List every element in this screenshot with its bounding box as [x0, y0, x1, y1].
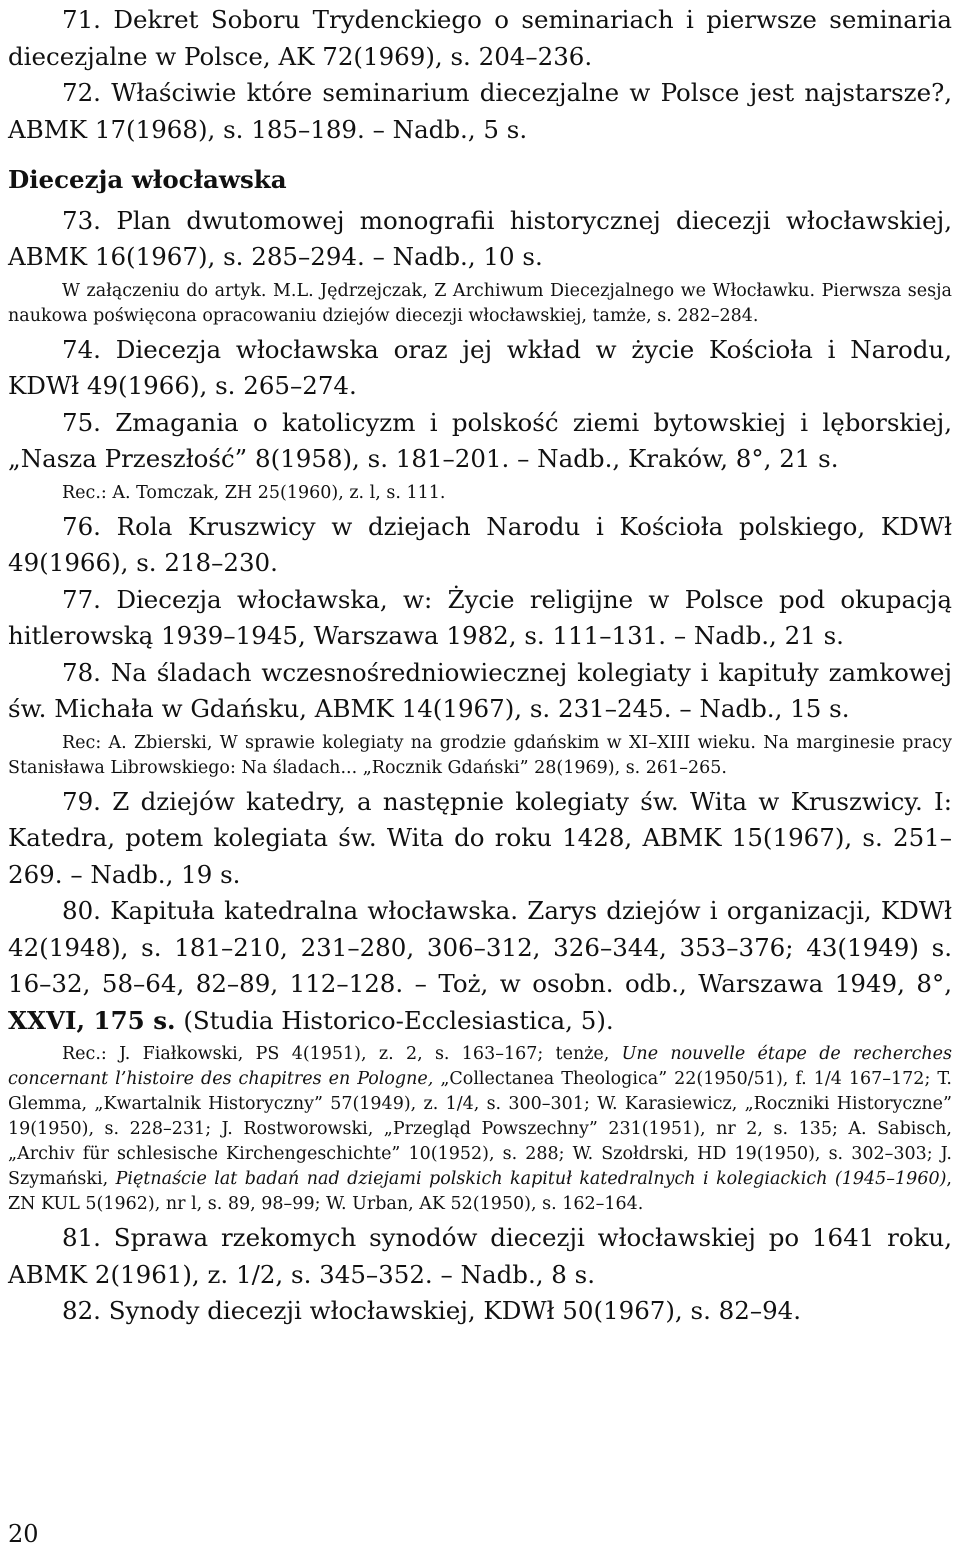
- entry-note-80: [8, 1042, 952, 1217]
- entry-text: Sprawa rzekomych synodów diecezji włocławskiej po 1641 roku, ABMK 2(1961), z. 1/2, s. 345–352. – Nadb., 8 s.: [8, 1223, 952, 1289]
- entry-text: Kapituła katedralna włocławska. Zarys dziejów i organizacji, KDWł 42(1948), s. 181–210, 231–280, 306–312, 326–344, 353–376; 43(1949) s. 16–32, 58–64, 82–89, 112–128. – Toż, w osobn. odb., Warszawa 1949, 8°,: [8, 896, 952, 998]
- entry-text: Z dziejów katedry, a następnie kolegiaty św. Wita w Kruszwicy. I: Katedra, potem kolegiata św. Wita do roku 1428, ABMK 15(1967), s. 251–269. – Nadb., 19 s.: [8, 786, 952, 889]
- review-text: „Collectanea Theologica” 22(1950/51), f. 1/4 167–172; T. Glemma, „Kwartalnik Historyczny” 57(1949), z. 1/4, s. 300–301; W. Karasiewicz, „Roczniki Historyczne” 19(1950), s. 228–231; J. Rostworowski, „Przegląd Powszechny” 231(1951), nr 2, s. 135; A. Sabisch, „Archiv für schlesische Kirchengeschichte” 10(1952), s. 288; W. Szołdrski, HD 19(1950), s. 302–303; J. Szymański,: [8, 1069, 952, 1189]
- entry-text: Na śladach wczesnośredniowiecznej kolegiaty i kapituły zamkowej św. Michała w Gdańsku, ABMK 14(1967), s. 231–245. – Nadb., 15 s.: [8, 657, 952, 723]
- review-text: , ZN KUL 5(1962), nr l, s. 89, 98–99; W. Urban, AK 52(1950), s. 162–164.: [8, 1169, 952, 1214]
- entry-number: 80.: [62, 896, 101, 925]
- bibliography-entry-82: [8, 1293, 952, 1330]
- entry-note-78: Rec: A. Zbierski, W sprawie kolegiaty na grodzie gdańskim w XI–XIII wieku. Na marginesie pracy Stanisława Librowskiego: Na śladach... „Rocznik Gdański” 28(1969), s. 261–265.: [8, 732, 952, 778]
- entry-text: Dekret Soboru Trydenckiego o seminariach i pierwsze seminaria diecezjalne w Polsce, AK 72(1969), s. 204–236.: [8, 5, 952, 71]
- review-title-italic: Une nouvelle étape de recherches concernant l’histoire des chapitres en Pologne,: [8, 1044, 952, 1089]
- entry-text: Zmagania o katolicyzm i polskość ziemi bytowskiej i lęborskiej, „Nasza Przeszłość” 8(1958), s. 181–201. – Nadb., Kraków, 8°, 21 s.: [8, 407, 953, 473]
- entry-number: 75.: [62, 407, 101, 437]
- document-page: [0, 2, 960, 1559]
- entry-text: Diecezja włocławska, w: Życie religijne w Polsce pod okupacją hitlerowską 1939–1945, Warszawa 1982, s. 111–131. – Nadb., 21 s.: [8, 584, 952, 650]
- entry-text: Diecezja włocławska oraz jej wkład w życie Kościoła i Narodu, KDWł 49(1966), s. 265–274.: [8, 334, 952, 400]
- bibliography-entry-74: [8, 332, 952, 405]
- entry-number: 71.: [62, 5, 101, 34]
- entry-number: 74.: [62, 334, 101, 364]
- bibliography-entry-73: [8, 203, 952, 276]
- entry-number: 78.: [62, 657, 101, 687]
- entry-number: 79.: [62, 786, 101, 816]
- entry-number: 76.: [62, 511, 101, 541]
- entry-text: Synody diecezji włocławskiej, KDWł 50(1967), s. 82–94.: [108, 1296, 802, 1325]
- entry-number: 82.: [62, 1296, 101, 1325]
- bibliography-entry-80: [8, 893, 952, 1039]
- entry-text: Właściwie które seminarium diecezjalne w Polsce jest najstarsze?, ABMK 17(1968), s. 185–189. – Nadb., 5 s.: [8, 78, 952, 144]
- section-heading: Diecezja włocławska: [8, 165, 287, 194]
- bibliography-entry-77: [8, 582, 952, 655]
- entry-note-75: Rec.: A. Tomczak, ZH 25(1960), z. l, s. 111.: [62, 482, 446, 503]
- entry-text: Plan dwutomowej monografii historycznej diecezji włocławskiej, ABMK 16(1967), s. 285–294. – Nadb., 10 s.: [8, 205, 952, 271]
- entry-number: 77.: [62, 584, 101, 614]
- entry-number: 81.: [62, 1223, 101, 1252]
- entry-text: Rola Kruszwicy w dziejach Narodu i Kościoła polskiego, KDWł 49(1966), s. 218–230.: [8, 511, 952, 577]
- bibliography-entry-79: [8, 784, 952, 894]
- review-text: Rec.: J. Fiałkowski, PS 4(1951), z. 2, s. 163–167; tenże,: [62, 1044, 610, 1064]
- bibliography-entry-81: [8, 1220, 952, 1293]
- entry-note-73: W załączeniu do artyk. M.L. Jędrzejczak, Z Archiwum Diecezjalnego we Włocławku. Pierwsza sesja naukowa poświęcona opracowaniu dziejów diecezji włocławskiej, tamże, s. 282–284.: [8, 280, 952, 326]
- entry-number: 72.: [62, 78, 101, 107]
- bibliography-entry-76: [8, 509, 952, 582]
- bibliography-entry-71: [8, 2, 952, 75]
- bibliography-entry-72: [8, 75, 952, 148]
- bibliography-entry-75: [8, 405, 952, 478]
- entry-number: 73.: [62, 205, 101, 235]
- entry-text-bold: XXVI, 175 s.: [8, 1005, 176, 1035]
- review-title-italic: Piętnaście lat badań nad dziejami polskich kapituł katedralnych i kolegiackich (1945–1960): [115, 1169, 947, 1189]
- bibliography-entry-78: [8, 655, 952, 728]
- page-number: 20: [8, 1520, 39, 1548]
- entry-text-series: (Studia Historico-Ecclesiastica, 5).: [183, 1005, 614, 1035]
